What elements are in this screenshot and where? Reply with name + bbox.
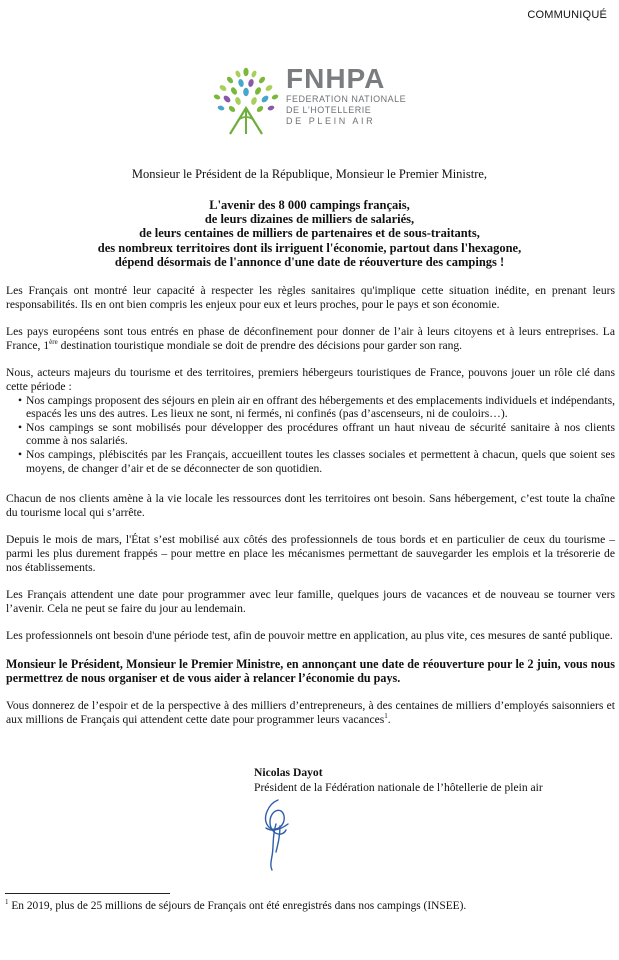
fnhpa-logo — [200, 60, 440, 140]
signature-block — [254, 765, 543, 795]
paragraph-1: Les Français ont montré leur capacité à respecter les règles sanitaires qu'implique cette situation inédite, en prenant leurs responsabilités. Ils en ont bien compris les enjeux pour eux et leurs proches, pour le pays et son économie. — [6, 284, 615, 311]
footnote-text: En 2019, plus de 25 millions de séjours de Français ont été enregistrés dans nos campings (INSEE). — [8, 900, 467, 912]
list-item — [6, 421, 615, 448]
salutation: Monsieur le Président de la République, Monsieur le Premier Ministre, — [131, 167, 488, 181]
logo-wordmark — [286, 64, 436, 127]
paragraph-2-text-a: Les pays européens sont tous entrés en phase de déconfinement pour donner de l’air à leurs citoyens et à leurs entreprises. La France, 1 — [6, 325, 615, 352]
headline-line: de leurs centaines de milliers de partenaires et de sous-traitants, — [139, 226, 480, 241]
bullet-list — [6, 394, 615, 476]
list-item-text: Nos campings se sont mobilisés pour développer des procédures offrant un haut niveau de sécurité sanitaire à nos clients comme à nos salariés. — [26, 420, 615, 448]
headline-line: dépend désormais de l'annonce d'une date de réouverture des campings ! — [114, 254, 505, 269]
paragraph-7: Les professionnels ont besoin d'une période test, afin de pouvoir mettre en application, au plus vite, ces mesures de santé publique. — [6, 629, 613, 643]
paragraph-3: Nous, acteurs majeurs du tourisme et des territoires, premiers hébergeurs touristiques de France, pouvons jouer un rôle clé dans cette période : — [6, 366, 615, 393]
paragraph-5: Depuis le mois de mars, l'État s’est mobilisé aux côtés des professionnels de tous bords et en particulier de ceux du tourisme – parmi les plus durement frappés – pour mettre en place les mécanismes permettant de sauvegarder les emplois et la trésorerie de nos établissements. — [6, 533, 615, 574]
paragraph-2 — [6, 325, 615, 352]
handwritten-signature-icon — [256, 796, 300, 872]
tree-logo-icon — [208, 64, 284, 138]
headline-line: des nombreux territoires dont ils irriguent l'économie, partout dans l'hexagone, — [97, 240, 522, 255]
list-item — [6, 394, 615, 421]
list-item — [6, 448, 615, 475]
signatory-title: Président de la Fédération nationale de l’hôtellerie de plein air — [254, 781, 543, 794]
logo-line-1: FEDERATION NATIONALE — [286, 94, 407, 104]
logo-line-3: DE PLEIN AIR — [286, 116, 376, 126]
communique-label: COMMUNIQUÉ — [527, 9, 607, 21]
bullet-icon: • — [18, 393, 23, 407]
footnote-divider — [5, 893, 170, 894]
paragraph-9 — [6, 699, 615, 726]
bullet-icon: • — [18, 447, 23, 461]
footnote — [5, 900, 466, 912]
paragraph-6: Les Français attendent une date pour programmer avec leur famille, quelques jours de vacances et de nouveau se tourner vers l’avenir. Cela ne peut se faire du jour au lendemain. — [6, 588, 615, 615]
paragraph-9-text-a: Vous donnerez de l’espoir et de la perspective à des milliers d’entrepreneurs, à des centaines de milliers d’employés saisonniers et aux millions de Français qui attendent cette date pour programmer leurs vacances — [6, 699, 615, 726]
list-item-text: Nos campings proposent des séjours en plein air en offrant des hébergements et des emplacements individuels et indépendants, espacés les uns des autres. Les lieux ne sont, ni fermés, ni confinés (pas d’ascenseurs, ni de couloirs…). — [26, 393, 615, 421]
logo-line-2: DE L'HOTELLERIE — [286, 105, 372, 115]
paragraph-8-bold: Monsieur le Président, Monsieur le Premier Ministre, en annonçant une date de réouverture pour le 2 juin, vous nous permettrez de nous organiser et de vous aider à relancer l’économie du pays. — [6, 656, 615, 686]
headline-line: de leurs dizaines de milliers de salariés, — [204, 212, 415, 227]
headline-line: L'avenir des 8 000 campings français, — [209, 198, 410, 212]
signatory-name: Nicolas Dayot — [254, 766, 323, 779]
list-item-text: Nos campings, plébiscités par les Français, accueillent toutes les classes sociales et permettent à chacun, quels que soient ses moyens, de changer d’air et de se déconnecter de son quotidien. — [26, 447, 615, 475]
paragraph-2-text-b: destination touristique mondiale se doit de prendre des décisions pour garder son rang. — [57, 338, 463, 352]
footnote-reference: 1 — [384, 712, 388, 721]
footnote-mark: 1 — [5, 898, 9, 907]
letter-body — [6, 284, 615, 740]
paragraph-9-text-b: . — [387, 712, 391, 726]
paragraph-4: Chacun de nos clients amène à la vie locale les ressources dont les territoires ont besoin. Sans hébergement, c’est toute la chaîne du tourisme local qui s’arrête. — [6, 492, 615, 519]
superscript-ere: ère — [49, 337, 58, 346]
logo-title: FNHPA — [286, 63, 386, 94]
bullet-icon: • — [18, 420, 23, 434]
headline — [0, 198, 619, 269]
